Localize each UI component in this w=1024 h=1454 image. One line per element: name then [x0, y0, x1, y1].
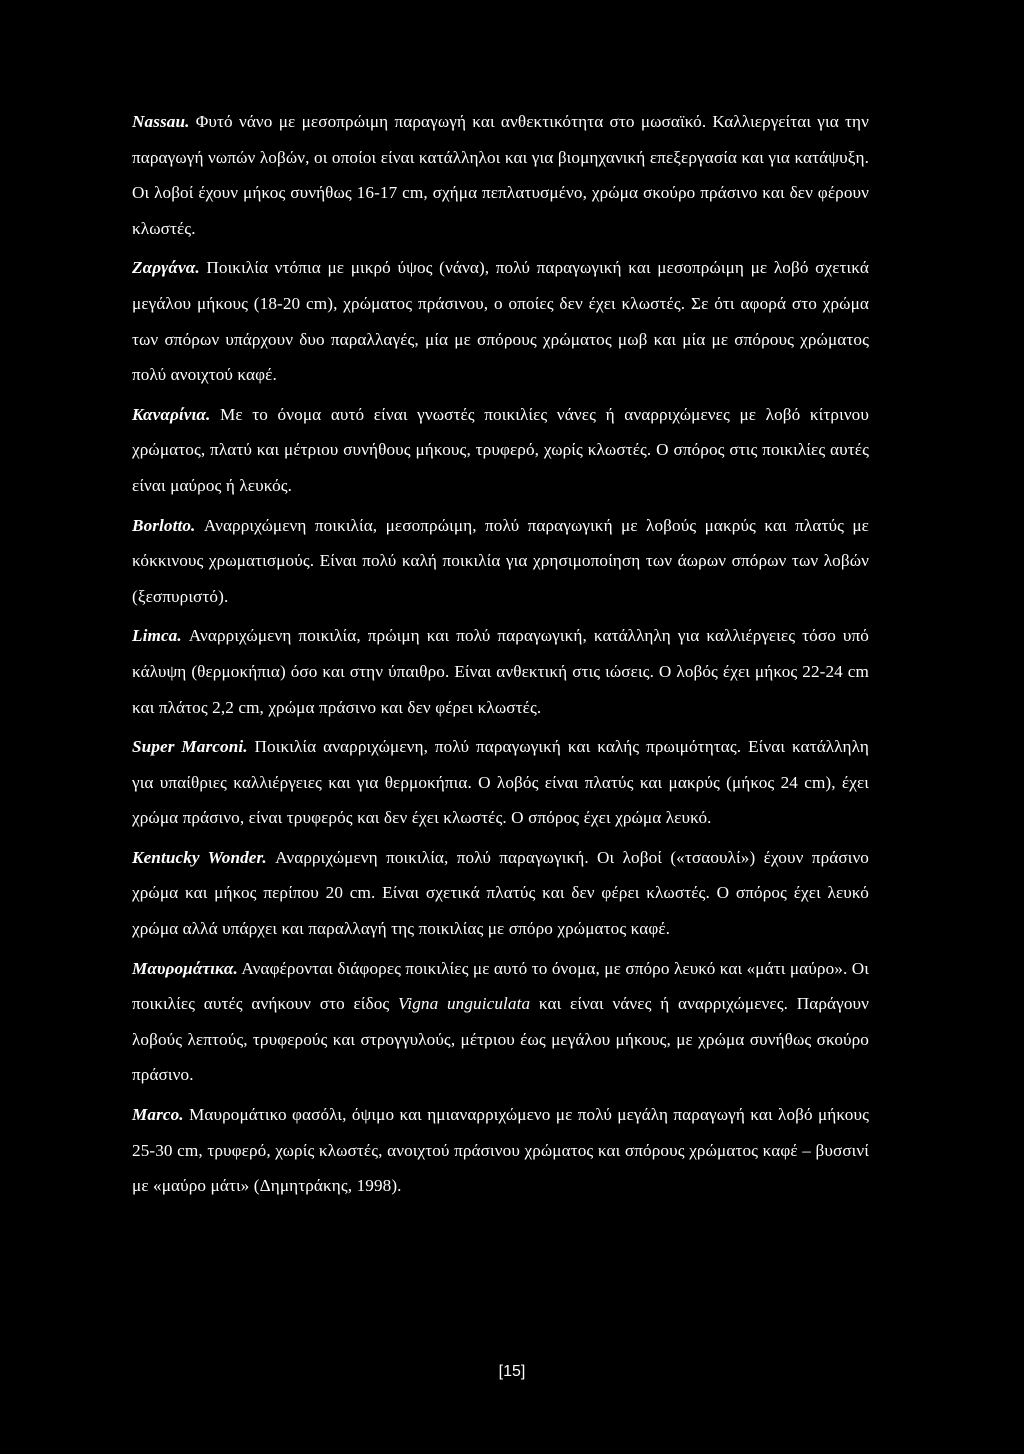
variety-name: Marco.: [132, 1105, 184, 1125]
variety-description: Ποικιλία αναρριχώμενη, πολύ παραγωγική και καλής πρωιμότητας. Είναι κατάλληλη για υπαίθριες καλλιέργειες και για θερμοκήπια. Ο λοβός είναι πλατύς και μακρύς (μήκος 24 cm), έχει χρώμα πράσινο, είναι τρυφερός και δεν έχει κλωστές. Ο σπόρος έχει χρώμα λευκό.: [132, 737, 869, 828]
variety-entry-marco: [132, 1097, 869, 1204]
variety-name: Limca.: [132, 626, 182, 646]
variety-name: Super Marconi.: [132, 737, 248, 757]
variety-description-continued: και είναι νάνες ή αναρριχώμενες. Παράγουν λοβούς λεπτούς, τρυφερούς και στρογγυλούς, μέτριου έως μεγάλου μήκους, με χρώμα συνήθως σκούρο πράσινο.: [132, 994, 869, 1085]
variety-entry-zargana: [132, 250, 869, 392]
variety-entry-limca: [132, 618, 869, 725]
page-number: [15]: [498, 1363, 526, 1380]
variety-description: Μαυρομάτικο φασόλι, όψιμο και ημιαναρριχώμενο με πολύ μεγάλη παραγωγή και λοβό μήκους 25-30 cm, τρυφερό, χωρίς κλωστές, ανοιχτού πράσινου χρώματος και σπόρους χρώματος καφέ – βυσσινί με «μαύρο μάτι» (Δημητράκης, 1998).: [132, 1105, 869, 1196]
variety-name: Μαυρομάτικα.: [132, 958, 238, 978]
variety-name: Καναρίνια.: [132, 404, 211, 424]
variety-entry-nassau: [132, 104, 869, 246]
variety-description: Αναρριχώμενη ποικιλία, πρώιμη και πολύ παραγωγική, κατάλληλη για καλλιέργειες τόσο υπό κάλυψη (θερμοκήπια) όσο και στην ύπαιθρο. Είναι ανθεκτική στις ιώσεις. Ο λοβός έχει μήκος 22-24 cm και πλάτος 2,2 cm, χρώμα πράσινο και δεν φέρει κλωστές.: [132, 626, 869, 717]
variety-entry-borlotto: [132, 508, 869, 615]
variety-description: Αναφέρονται διάφορες ποικιλίες με αυτό το όνομα, με σπόρο λευκό και «μάτι μαύρο». Οι ποικιλίες αυτές ανήκουν στο είδος: [132, 958, 869, 1014]
variety-name: Borlotto.: [132, 515, 196, 535]
variety-description: Αναρριχώμενη ποικιλία, μεσοπρώιμη, πολύ παραγωγική με λοβούς μακρύς και πλατύς με κόκκινους χρωματισμούς. Είναι πολύ καλή ποικιλία για χρησιμοποίηση των άωρων σπόρων των λοβών (ξεσπυριστό).: [132, 515, 869, 606]
variety-description: Αναρριχώμενη ποικιλία, πολύ παραγωγική. Οι λοβοί («τσαουλί») έχουν πράσινο χρώμα και μήκος περίπου 20 cm. Είναι σχετικά πλατύς και δεν φέρει κλωστές. Ο σπόρος έχει λευκό χρώμα αλλά υπάρχει και παραλλαγή της ποικιλίας με σπόρο χρώματος καφέ.: [132, 847, 870, 939]
variety-name: Kentucky Wonder.: [132, 847, 267, 867]
variety-description: Φυτό νάνο με μεσοπρώιμη παραγωγή και ανθεκτικότητα στο μωσαϊκό. Καλλιεργείται για την παραγωγή νωπών λοβών, οι οποίοι είναι κατάλληλοι και για βιομηχανική επεξεργασία και για κατάψυξη. Οι λοβοί έχουν μήκος συνήθως 16-17 cm, σχήμα πεπλατυσμένο, χρώμα σκούρο πράσινο και δεν φέρουν κλωστές.: [132, 112, 869, 238]
species-name: Vigna unguiculata: [398, 994, 531, 1014]
variety-description: Με το όνομα αυτό είναι γνωστές ποικιλίες νάνες ή αναρριχώμενες με λοβό κίτρινου χρώματος, πλατύ και μέτριου συνήθους μήκους, τρυφερό, χωρίς κλωστές. Ο σπόρος στις ποικιλίες αυτές είναι μαύρος ή λευκός.: [132, 404, 869, 495]
document-body: [132, 104, 869, 1208]
variety-description: Ποικιλία ντόπια με μικρό ύψος (νάνα), πολύ παραγωγική και μεσοπρώιμη με λοβό σχετικά μεγάλου μήκους (18-20 cm), χρώματος πράσινου, ο οποίες δεν έχει κλωστές. Σε ότι αφορά στο χρώμα των σπόρων υπάρχουν δυο παραλλαγές, μία με σπόρους χρώματος μωβ και μία με σπόρους χρώματος πολύ ανοιχτού καφέ.: [132, 258, 869, 385]
variety-name: Nassau.: [132, 112, 190, 131]
variety-entry-mavromatika: [132, 951, 869, 1093]
variety-entry-kanarinia: [132, 397, 869, 504]
variety-entry-kentucky-wonder: [132, 840, 869, 947]
variety-entry-super-marconi: [132, 729, 869, 836]
variety-name: Ζαργάνα.: [132, 258, 200, 278]
